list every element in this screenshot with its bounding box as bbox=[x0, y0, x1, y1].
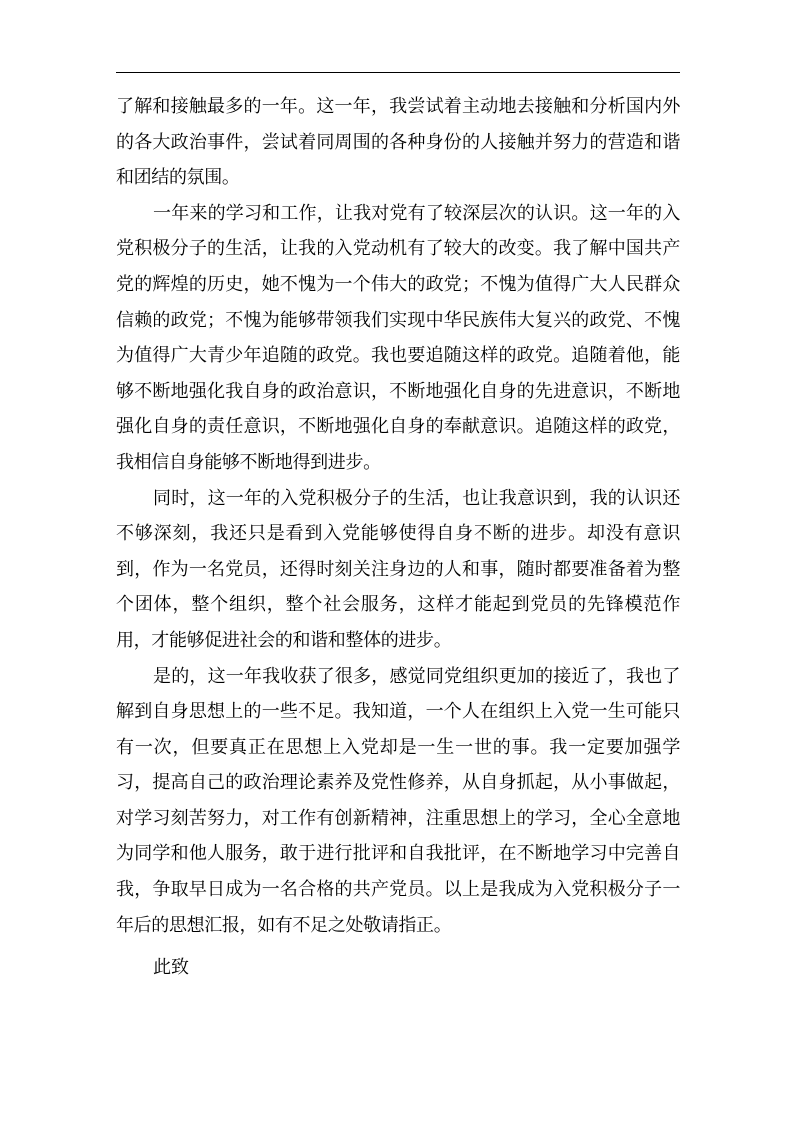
paragraph-continuation: 了解和接触最多的一年。这一年，我尝试着主动地去接触和分析国内外的各大政治事件，尝试着同周围的各种身份的人接触并努力的营造和谐和团结的氛围。 bbox=[116, 96, 680, 189]
paragraph-resolution: 是的，这一年我收获了很多，感觉同党组织更加的接近了，我也了解到自身思想上的一些不足。我知道，一个人在组织上入党一生可能只有一次，但要真正在思想上入党却是一生一世的事。我一定要加强学习，提高自己的政治理论素养及党性修养，从自身抓起，从小事做起，对学习刻苦努力，对工作有创新精神，注重思想上的学习，全心全意地为同学和他人服务，敢于进行批评和自我批评，在不断地学习中完善自我，争取早日成为一名合格的共产党员。以上是我成为入党积极分子一年后的思想汇报，如有不足之处敬请指正。 bbox=[116, 665, 680, 936]
paragraph-understanding: 一年来的学习和工作，让我对党有了较深层次的认识。这一年的入党积极分子的生活，让我的入党动机有了较大的改变。我了解中国共产党的辉煌的历史，她不愧为一个伟大的政党；不愧为值得广大人民群众信赖的政党；不愧为能够带领我们实现中华民族伟大复兴的政党、不愧为值得广大青少年追随的政党。我也要追随这样的政党。追随着他，能够不断地强化我自身的政治意识，不断地强化自身的先进意识，不断地强化自身的责任意识，不断地强化自身的奉献意识。追随这样的政党，我相信自身能够不断地得到进步。 bbox=[116, 202, 680, 473]
closing-salutation: 此致 bbox=[153, 957, 189, 979]
header-rule bbox=[116, 72, 680, 73]
paragraph-awareness: 同时，这一年的入党积极分子的生活，也让我意识到，我的认识还不够深刻，我还只是看到入党能够使得自身不断的进步。却没有意识到，作为一名党员，还得时刻关注身边的人和事，随时都要准备着为整个团体，整个组织，整个社会服务，这样才能起到党员的先锋模范作用，才能够促进社会的和谐和整体的进步。 bbox=[116, 487, 680, 651]
document-body bbox=[116, 89, 680, 986]
